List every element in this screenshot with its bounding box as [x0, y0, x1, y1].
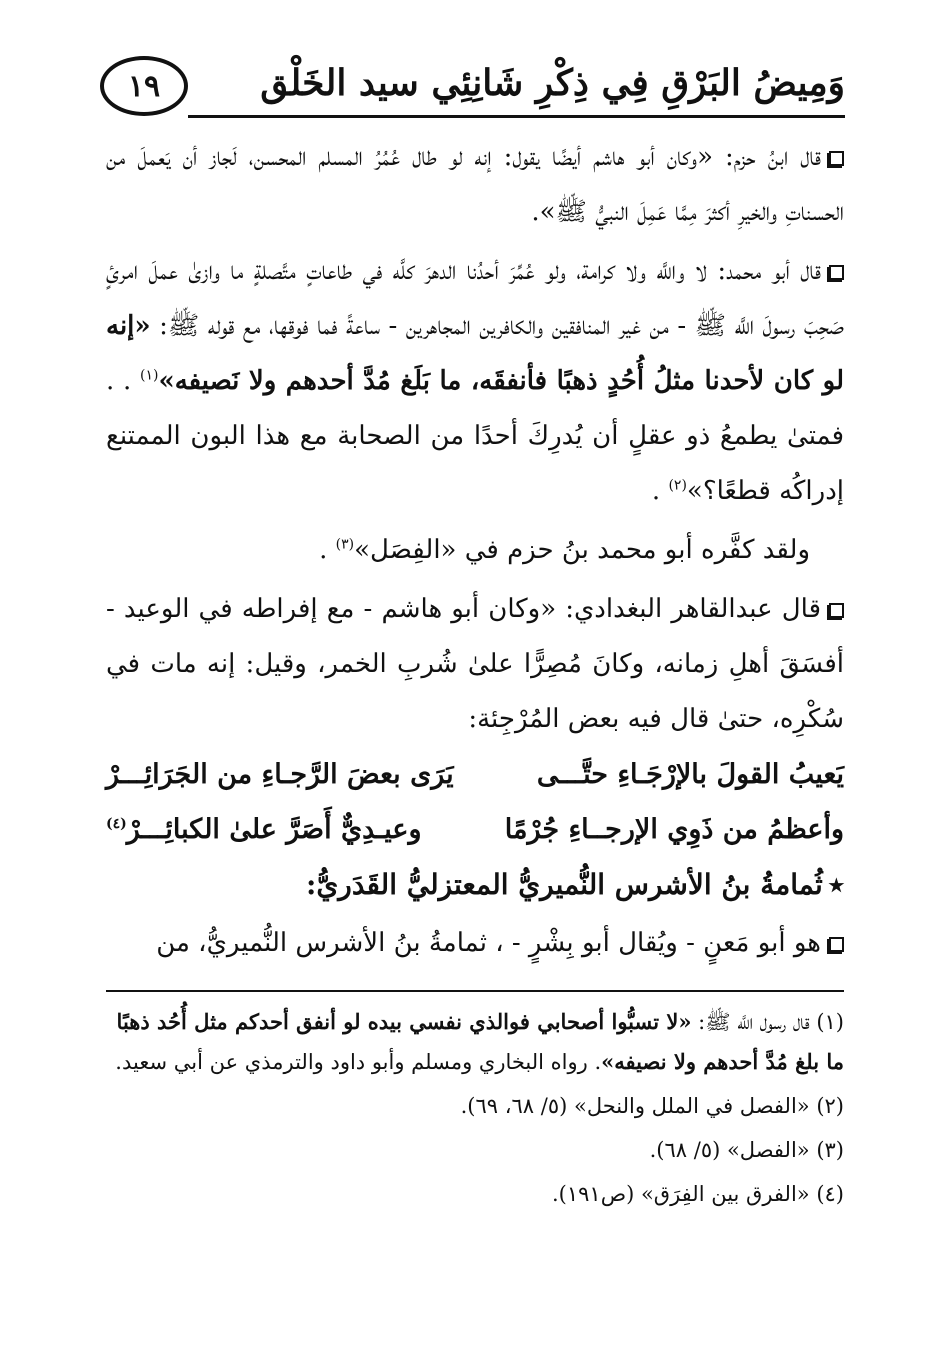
footnote-ref-4[interactable]: (٤) [106, 816, 127, 832]
hadith-quote: «إنه لو كان لأحدنا مثلُ أُحُدٍ ذهبًا فأنفقَه، ما بَلَغ مُدَّ أحدهم ولا نَصيفه» [106, 311, 844, 396]
paragraph-thumama-intro: هو أبو مَعنٍ - ويُقال أبو بِشْرٍ - ، ثمامةُ بنُ الأشرس النُّميريُّ، من [106, 916, 844, 971]
paragraph-abu-muhammad: قال أبو محمد: لا واللَّه ولا كرامة، ولو عُمِّرَ أحدُنا الدهرَ كلَّه في طاعاتٍ متَّصلةٍ ما وازىٰ عملَ امرئٍ صَحِبَ رسولَ اللَّه ﷺ - من غير المنافقين والكافرين المجاهرين - ساعةً فما فوقها، مع قوله ﷺ: «إنه لو كان لأحدنا مثلُ أُحُدٍ ذهبًا فأنفقَه، ما بَلَغ مُدَّ أحدهم ولا نَصيفه»$^{(١)}$ . . فمتىٰ يطمعُ ذو عقلٍ أن يُدرِكَ أحدًا من الصحابة مع هذا البون الممتنع إدراكُه قطعًا؟»$^{(٢)}$ . [106, 256, 844, 506]
footnote-3: (٣) «الفصل» (٥/ ٦٨). [649, 1138, 844, 1162]
verse-2-second-hemistich: وعيـدِيٌّ أَصَرَّ علىٰ الكبائِـــرْ$^{(٤)}$ [106, 814, 422, 845]
footnote-ref-3[interactable]: (٣) [335, 536, 355, 553]
paragraph-ibn-hazm-quote: قال ابنُ حزم: «وكان أبو هاشم أيضًا يقول: إنه لو طال عُمُرُ المسلم المحسن، لَجاز أن يَعملَ من الحسناتِ والخيرِ أكثرَ مِمَّا عَمِلَ النبيُّ ﷺ». [106, 142, 844, 227]
footnote-ref-2[interactable]: (٢) [668, 477, 687, 494]
footnote-divider [106, 990, 844, 992]
page-number: ١٩ [100, 56, 188, 116]
verse-1-first-hemistich: يَعيبُ القولَ بالإرْجَـاءِ حتَّـــى [536, 759, 844, 790]
paragraph-box-icon [829, 937, 844, 952]
poem-verse-1 [106, 747, 844, 802]
footnote-2: (٢) «الفصل في الملل والنحل» (٥/ ٦٨، ٦٩). [460, 1094, 844, 1118]
footnotes [106, 1002, 844, 1218]
paragraph-baghdadi: قال عبدالقاهر البغدادي: «وكان أبو هاشم - مع إفراطه في الوعيد - أفسَقَ أهلِ زمانه، وكانَ مُصِرًّا علىٰ شُربِ الخمر، وقيل: إنه مات في سُكْرِه، حتىٰ قال فيه بعض المُرْجِئة: [106, 594, 844, 734]
header-rule [188, 115, 845, 118]
paragraph-takfir: ولقد كفَّره أبو محمد بنُ حزم في «الفِصَل»$^{(٣)}$ . [319, 535, 810, 565]
section-heading: ٭ثُمامةُ بنُ الأشرس النُّميريُّ المعتزليُّ القَدَريُّ: [106, 857, 844, 912]
main-text [106, 130, 844, 971]
verse-1-second-hemistich: يَرَى بعضَ الرَّجـاءِ من الجَرَائِـــرْ [106, 759, 454, 790]
paragraph-box-icon [829, 151, 844, 166]
footnote-ref-1[interactable]: (١) [139, 367, 159, 384]
page-header [100, 56, 845, 120]
footnote-4: (٤) «الفرق بين الفِرَق» (ص١٩١). [551, 1182, 844, 1206]
footnote-1: (١) قال رسول اللَّه ﷺ: «لا تسبُّوا أصحابي فوالذي نفسي بيده لو أنفق أحدكم مثل أُحُد ذهبًا ما بلغ مُدَّ أحدهم ولا نصيفه». رواه البخاري ومسلم وأبو داود والترمذي عن أبي سعيد. [115, 1009, 844, 1074]
poem-verse-2 [106, 802, 844, 857]
paragraph-box-icon [829, 265, 844, 280]
paragraph-box-icon [829, 603, 844, 618]
running-title: وَمِيضُ البَرْقِ فِي ذِكْرِ شَانِئِي سيد الخَلْق [260, 62, 845, 104]
verse-2-first-hemistich: وأعظمُ من ذَوِي الإرجــاءِ جُرْمًا [504, 814, 844, 845]
star-icon: ٭ [828, 868, 844, 901]
